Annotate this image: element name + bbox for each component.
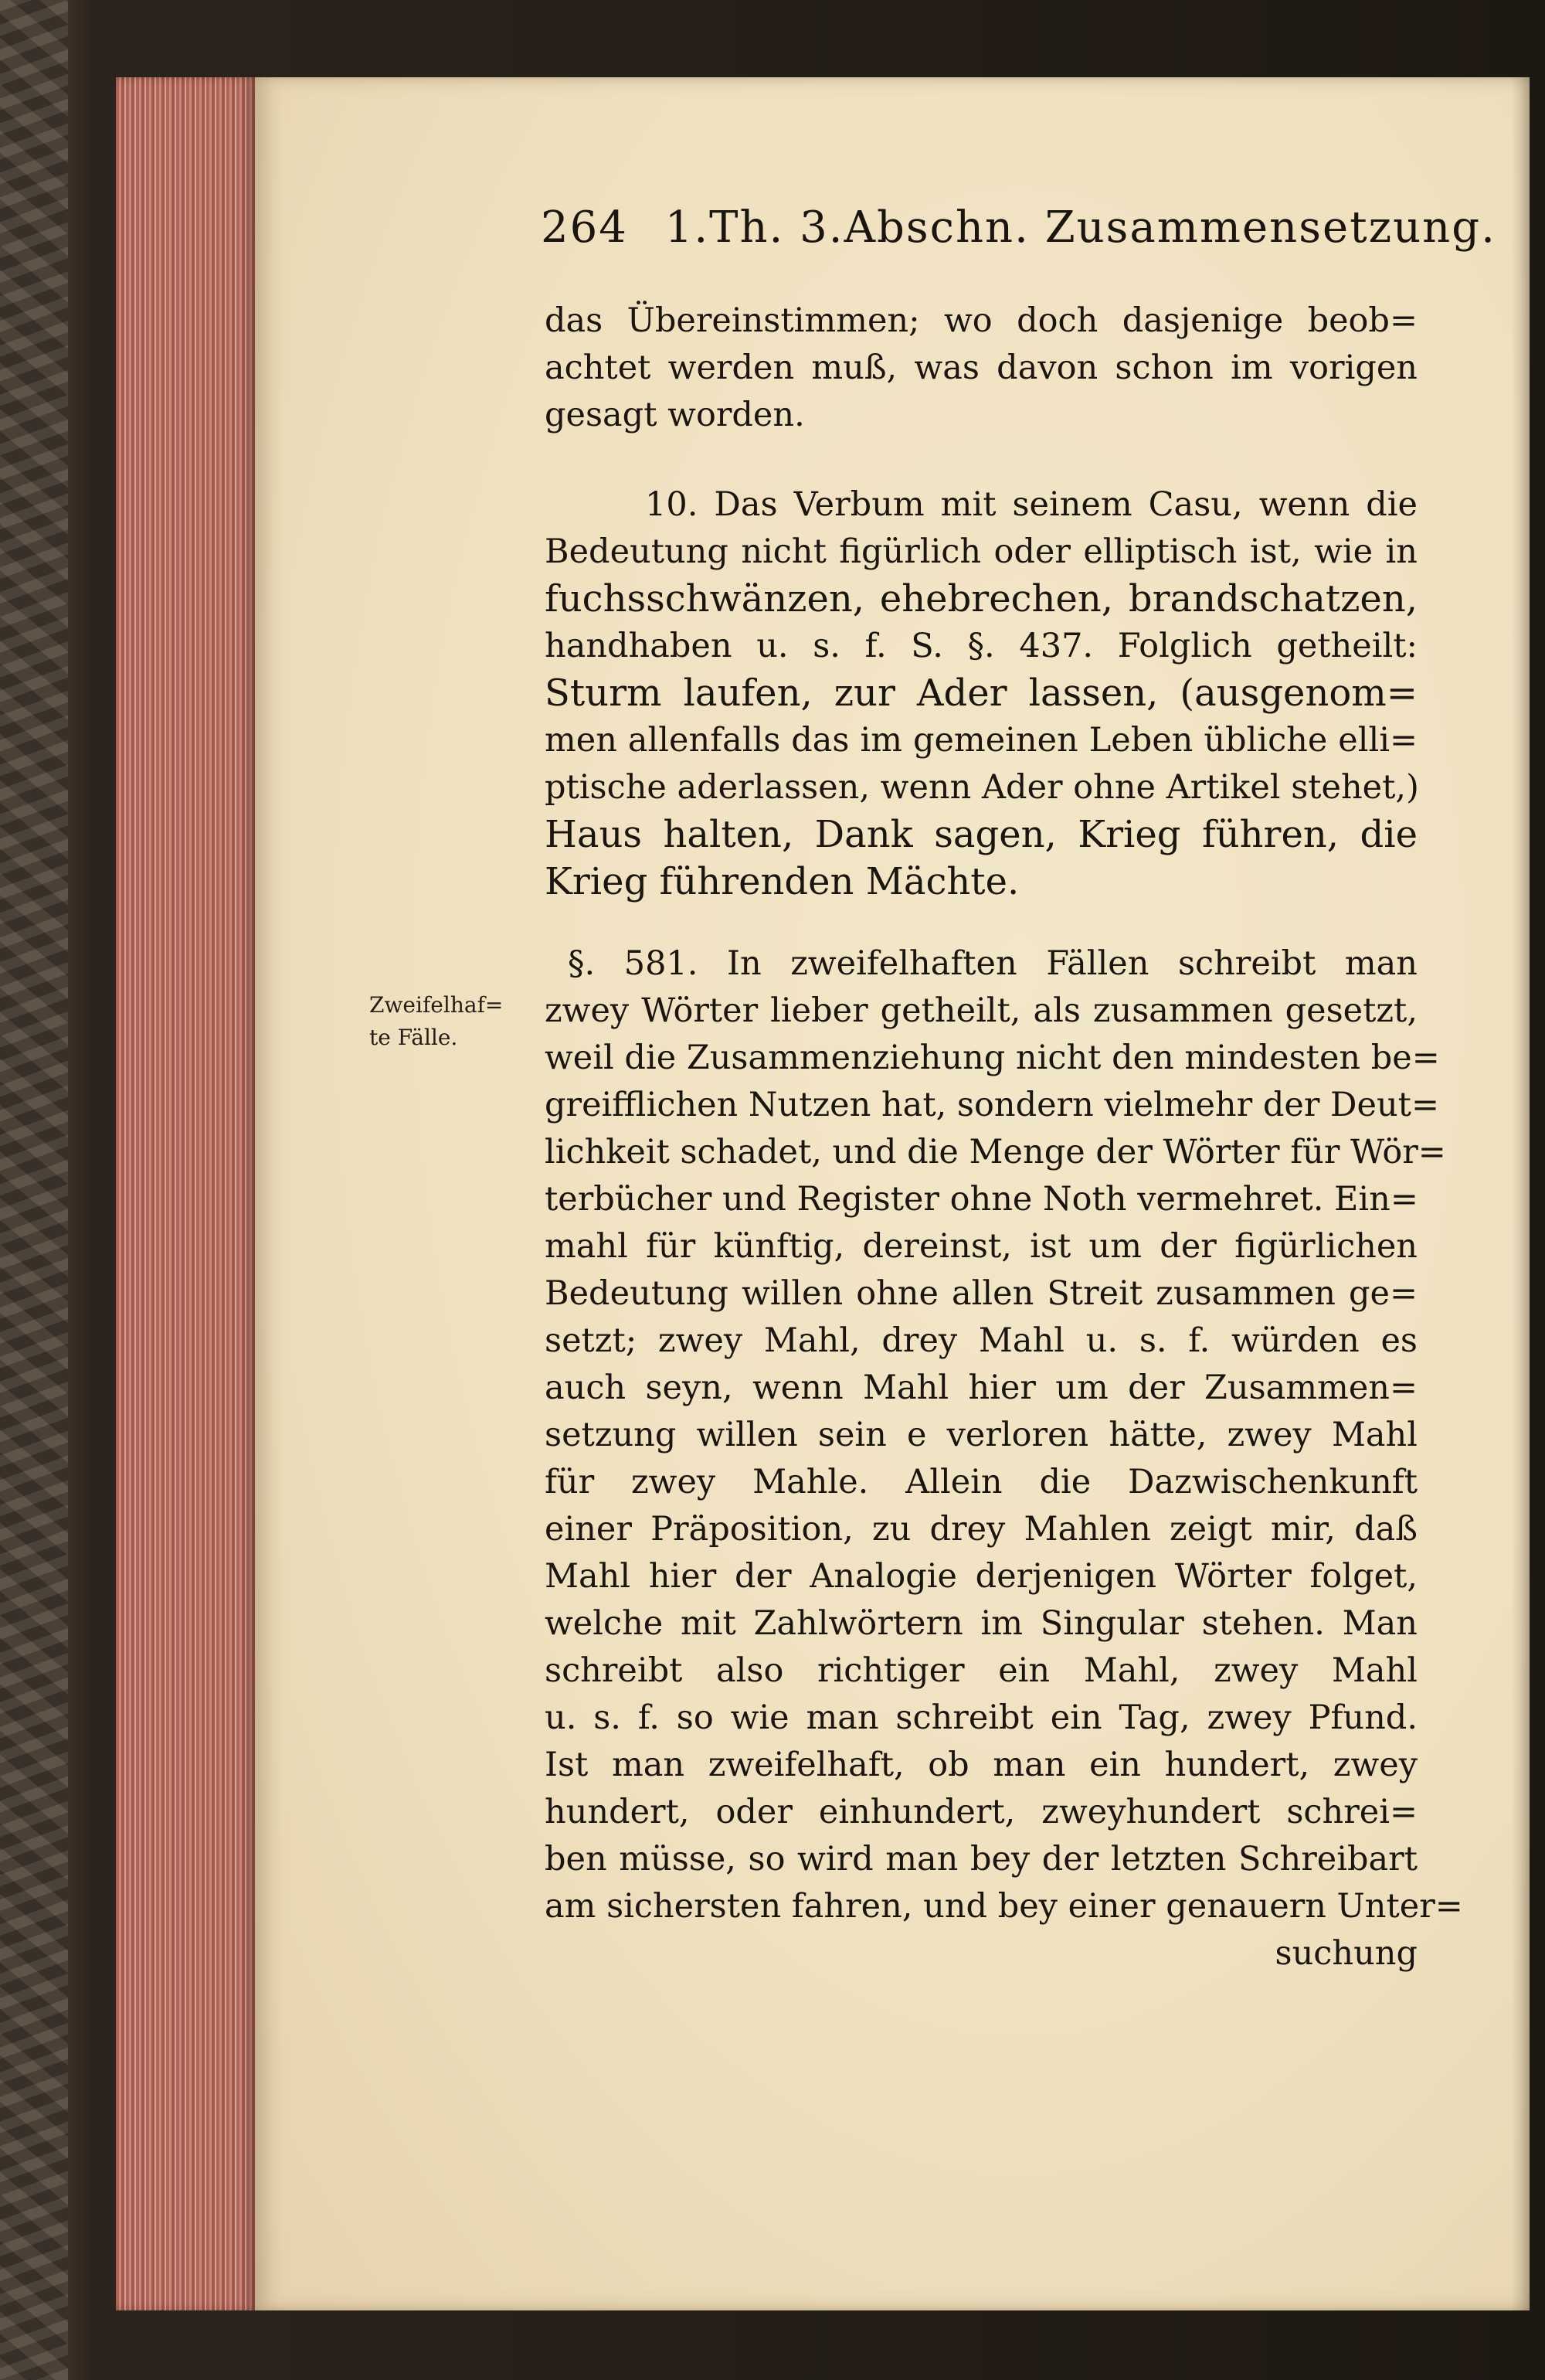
text-line: setzt; zwey Mahl, drey Mahl u. s. f. würden es (545, 1321, 1418, 1360)
text-line: greifflichen Nutzen hat, sondern vielmehr der Deut= (545, 1086, 1439, 1124)
text-line: terbücher und Register ohne Noth vermehret. Ein= (545, 1180, 1418, 1219)
text-line: ben müsse, so wird man bey der letzten Schreibart (545, 1840, 1418, 1878)
text-line: lichkeit schadet, und die Menge der Wörter für Wör= (545, 1133, 1446, 1171)
page-number: 264 (541, 202, 628, 253)
text-line: Haus halten, Dank sagen, Krieg führen, die (545, 813, 1418, 856)
gutter-shadow (1511, 77, 1530, 2310)
paragraph-gap (545, 906, 1418, 940)
text-line: das Übereinstimmen; wo doch dasjenige beob= (545, 301, 1418, 340)
running-head-title: 1.Th. 3.Abschn. Zusammensetzung. (664, 202, 1496, 253)
margin-note-line: Zweifelhaf= (369, 992, 504, 1018)
margin-note (369, 989, 524, 1054)
text-line: gesagt worden. (545, 396, 805, 434)
catchword: suchung (1275, 1934, 1418, 1973)
paragraph-gap (545, 439, 1418, 481)
text-line: achtet werden muß, was davon schon im vorigen (545, 348, 1418, 387)
text-line: 10. Das Verbum mit seinem Casu, wenn die (645, 485, 1418, 524)
text-line: einer Präposition, zu drey Mahlen zeigt mir, daß (545, 1510, 1418, 1549)
text-line: fuchsschwänzen, ehebrechen, brandschatzen, (545, 577, 1418, 620)
margin-note-line: te Fälle. (369, 1025, 458, 1050)
text-line: Bedeutung willen ohne allen Streit zusammen ge= (545, 1274, 1418, 1313)
text-line: zwey Wörter lieber getheilt, als zusammen gesetzt, (545, 991, 1418, 1030)
text-line: am sichersten fahren, und bey einer genauern Unter= (545, 1887, 1463, 1926)
text-line: weil die Zusammenziehung nicht den mindesten be= (545, 1039, 1440, 1077)
text-line: schreibt also richtiger ein Mahl, zwey Mahl (545, 1651, 1418, 1690)
marbled-cover (0, 0, 68, 2380)
text-line: auch seyn, wenn Mahl hier um der Zusammen= (545, 1368, 1418, 1407)
text-line: u. s. f. so wie man schreibt ein Tag, zwey Pfund. (545, 1698, 1418, 1737)
text-line: §. 581. In zweifelhaften Fällen schreibt man (568, 944, 1418, 983)
text-line: Krieg führenden Mächte. (545, 860, 1020, 903)
text-line: welche mit Zahlwörtern im Singular stehen. Man (545, 1604, 1418, 1643)
page-edges (116, 77, 255, 2310)
running-head (541, 202, 1496, 253)
text-line: Bedeutung nicht figürlich oder elliptisch ist, wie in (545, 532, 1418, 571)
text-line: Mahl hier der Analogie derjenigen Wörter folget, (545, 1557, 1418, 1596)
body-text (545, 298, 1463, 1977)
text-line: hundert, oder einhundert, zweyhundert schrei= (545, 1793, 1418, 1831)
text-line: men allenfalls das im gemeinen Leben übliche elli= (545, 721, 1418, 760)
text-line: Sturm laufen, zur Ader lassen, (ausgenom= (545, 672, 1418, 715)
text-line: für zwey Mahle. Allein die Dazwischenkunft (545, 1463, 1418, 1501)
text-line: setzung willen sein e verloren hätte, zwey Mahl (545, 1416, 1418, 1454)
text-line: mahl für künftig, dereinst, ist um der figürlichen (545, 1227, 1418, 1266)
text-line: ptische aderlassen, wenn Ader ohne Artikel stehet,) (545, 768, 1419, 807)
text-line: handhaben u. s. f. S. §. 437. Folglich getheilt: (545, 627, 1418, 665)
text-line: Ist man zweifelhaft, ob man ein hundert, zwey (545, 1746, 1418, 1784)
